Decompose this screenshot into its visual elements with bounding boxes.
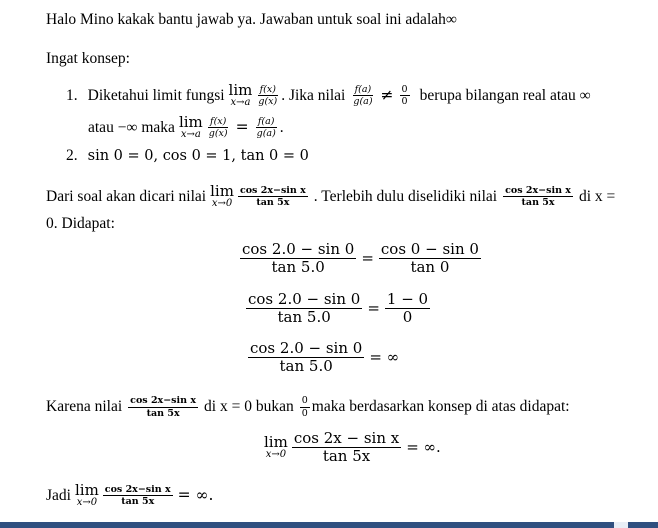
paragraph-text: Dari soal akan dicari nilai xyxy=(46,187,207,205)
intro-text xyxy=(46,12,457,28)
fraction-left xyxy=(240,242,356,275)
paragraph-text: di x = xyxy=(578,187,616,205)
lim-subscript: x→0 xyxy=(265,449,287,460)
lim-label: lim xyxy=(74,481,99,499)
fraction-denominator: tan 5x xyxy=(146,407,180,419)
concept-heading xyxy=(46,51,130,67)
conclusion xyxy=(46,483,213,508)
fraction-denominator: g(a) xyxy=(256,128,276,139)
period: . xyxy=(279,118,284,136)
fraction-denominator: tan 5x xyxy=(256,197,290,208)
fraction-numerator: f(a) xyxy=(354,83,372,95)
fraction-fa-ga xyxy=(255,117,278,139)
fraction-denominator: 0 xyxy=(401,96,408,107)
limit-operator xyxy=(75,483,99,508)
fraction-numerator: cos 2x−sin x xyxy=(130,395,197,406)
item-text: berupa bilangan real atau ∞ xyxy=(419,86,591,104)
neq-sign: ≠ xyxy=(380,85,394,104)
limit-operator xyxy=(210,184,234,209)
paragraph-text: Jadi xyxy=(46,486,71,504)
paragraph-text: Karena nilai xyxy=(46,398,123,416)
fraction-numerator: 0 xyxy=(401,83,408,95)
limit-operator xyxy=(229,83,253,108)
fraction-denominator: tan 5.0 xyxy=(277,308,331,326)
paragraph-text: di x = 0 bukan xyxy=(204,398,294,416)
limit-operator xyxy=(179,115,203,140)
limit-operator xyxy=(264,435,288,460)
equation-4 xyxy=(264,431,441,464)
equation-result: = ∞. xyxy=(406,438,441,456)
fraction-right xyxy=(385,292,430,325)
item-number: 1. xyxy=(66,86,78,104)
item-number: 2. xyxy=(66,147,78,164)
item-text: Diketahui limit fungsi xyxy=(87,86,225,104)
fraction-numerator: cos 0 − sin 0 xyxy=(380,240,479,258)
lim-subscript: x→0 xyxy=(76,497,98,508)
fraction-problem xyxy=(238,186,308,208)
fraction-right xyxy=(379,242,481,275)
fraction-problem xyxy=(503,186,573,208)
fraction-denominator: tan 5x xyxy=(521,197,555,208)
lim-label: lim xyxy=(210,182,234,200)
equals-sign: = xyxy=(235,117,249,136)
fraction-denominator: tan 5x xyxy=(322,447,371,465)
equals-sign: = xyxy=(367,299,380,317)
fraction-numerator: cos 2.0 − sin 0 xyxy=(242,240,355,258)
concept-item-2 xyxy=(66,148,309,164)
fraction-fx-gx xyxy=(207,117,230,139)
equation-2 xyxy=(244,292,432,325)
fraction-denominator: g(a) xyxy=(353,96,373,107)
paragraph-problem xyxy=(46,184,615,209)
equation-result: = ∞ xyxy=(369,348,400,366)
fraction-left xyxy=(246,292,362,325)
equation-1 xyxy=(238,242,483,275)
fraction-numerator: cos 2x − sin x xyxy=(293,429,400,447)
paragraph-text: maka berdasarkan konsep di atas didapat: xyxy=(311,398,570,416)
concept-heading-text: Ingat konsep: xyxy=(46,50,130,67)
fraction-numerator: f(x) xyxy=(259,83,276,95)
equation-3 xyxy=(246,341,399,374)
item-text: . Jika nilai xyxy=(281,86,346,104)
fraction-denominator: g(x) xyxy=(208,128,228,139)
fraction-numerator: cos 2.0 − sin 0 xyxy=(250,339,363,357)
fraction-fx-gx xyxy=(256,85,279,107)
fraction-numerator: 1 − 0 xyxy=(386,290,429,308)
lim-label: lim xyxy=(178,113,203,131)
lim-subscript: x→0 xyxy=(211,198,233,209)
fraction-left xyxy=(248,341,364,374)
fraction-denominator: tan 5x xyxy=(121,496,155,507)
fraction-denominator: tan 5.0 xyxy=(279,357,333,375)
fraction-numerator: 0 xyxy=(301,395,308,406)
intro-sentence: Halo Mino kakak bantu jawab ya. Jawaban untuk soal ini adalah∞ xyxy=(46,11,457,28)
paragraph-problem-cont xyxy=(46,216,115,232)
paragraph-text: . Terlebih dulu diselidiki nilai xyxy=(313,187,498,205)
lim-subscript: x→a xyxy=(180,129,201,140)
fraction-denominator: 0 xyxy=(301,407,308,419)
fraction-zero-zero xyxy=(400,85,410,107)
conclusion-result: = ∞. xyxy=(177,485,214,504)
fraction-numerator: cos 2x−sin x xyxy=(505,184,571,196)
fraction-denominator: tan 0 xyxy=(410,258,450,276)
fraction-denominator: g(x) xyxy=(258,96,278,107)
item-text: atau −∞ maka xyxy=(88,118,175,136)
concept-item-1-cont xyxy=(88,115,284,140)
fraction-problem xyxy=(128,396,198,418)
fraction-problem xyxy=(103,485,173,507)
bottom-scroll-bar xyxy=(0,522,658,528)
trig-values: sin 0 = 0, cos 0 = 1, tan 0 = 0 xyxy=(87,147,309,164)
equals-sign: = xyxy=(361,249,374,267)
fraction-numerator: f(a) xyxy=(257,115,275,127)
lim-label: lim xyxy=(228,81,253,99)
fraction-denominator: 0 xyxy=(402,308,413,326)
fraction-numerator: cos 2.0 − sin 0 xyxy=(248,290,361,308)
paragraph-reason xyxy=(46,396,570,418)
paragraph-text: 0. Didapat: xyxy=(46,215,115,232)
fraction-zero-zero xyxy=(300,396,310,418)
lim-subscript: x→a xyxy=(230,97,251,108)
concept-item-1 xyxy=(66,83,591,108)
fraction-numerator: cos 2x−sin x xyxy=(239,184,306,196)
fraction-numerator: cos 2x−sin x xyxy=(104,483,171,495)
fraction-denominator: tan 5.0 xyxy=(271,258,325,276)
lim-label: lim xyxy=(264,433,288,451)
fraction-fa-ga xyxy=(351,85,374,107)
fraction-problem xyxy=(292,431,401,464)
fraction-numerator: f(x) xyxy=(210,115,227,127)
